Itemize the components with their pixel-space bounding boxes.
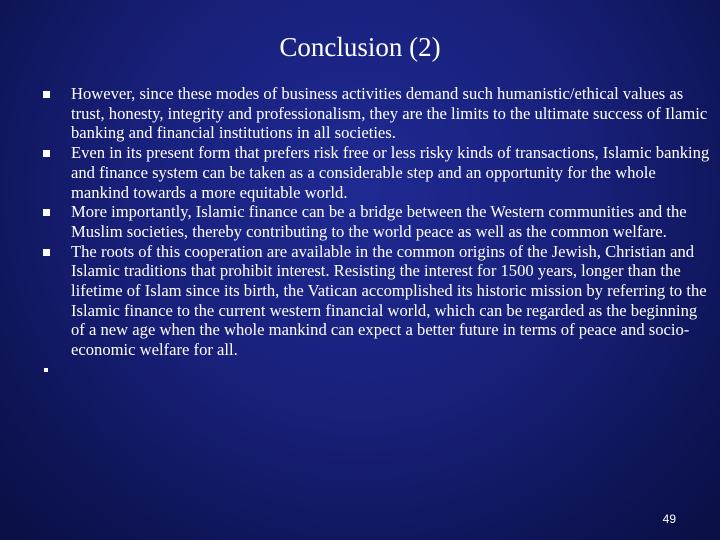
- bullet-list: [42, 84, 712, 380]
- page-number: 49: [662, 512, 676, 526]
- square-bullet-icon: [43, 209, 50, 216]
- bullet-item: [42, 84, 712, 143]
- bullet-item: [42, 242, 712, 360]
- slide-title: Conclusion (2): [279, 32, 441, 62]
- bullet-item: [42, 143, 712, 202]
- bullet-text: However, since these modes of business activities demand such humanistic/ethical values as trust, honesty, integrity and professionalism, they are the limits to the ultimate success of Ilamic banking and financial institutions in all societies.: [71, 84, 708, 143]
- square-bullet-icon: [44, 368, 48, 372]
- bullet-item: [42, 202, 712, 241]
- bullet-text: More importantly, Islamic finance can be a bridge between the Western communities and the Muslim societies, thereby contributing to the world peace as well as the common welfare.: [71, 202, 687, 241]
- empty-bullet-item: [42, 360, 712, 380]
- square-bullet-icon: [43, 249, 50, 256]
- bullet-text: Even in its present form that prefers risk free or less risky kinds of transactions, Islamic banking and finance system can be taken as a considerable step and an opportunity for the whole mankind towards a more equitable world.: [71, 143, 710, 202]
- square-bullet-icon: [43, 91, 50, 98]
- square-bullet-icon: [43, 150, 50, 157]
- bullet-text: The roots of this cooperation are available in the common origins of the Jewish, Christian and Islamic traditions that prohibit interest. Resisting the interest for 1500 years, longer than the lifetime of Islam since its birth, the Vatican accomplished its historic mission by referring to the Islamic finance to the current western financial world, which can be regarded as the beginning of a new age when the whole mankind can expect a better future in terms of peace and socio-economic welfare for all.: [71, 241, 707, 360]
